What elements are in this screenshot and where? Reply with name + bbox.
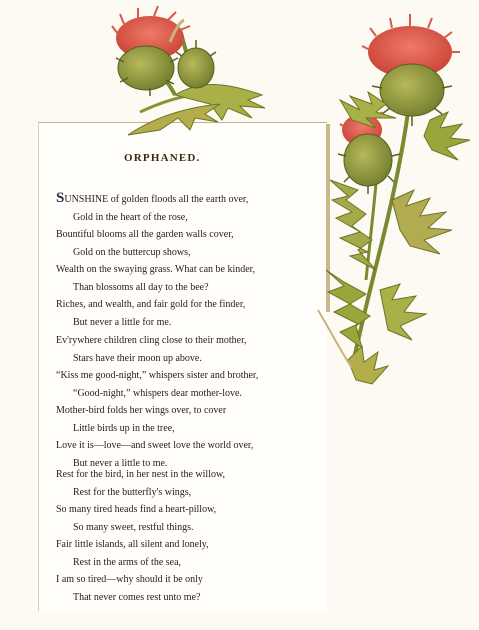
- poem-line: Love it is—love—and sweet love the world over,: [56, 440, 254, 451]
- poem-line: Rest for the butterfly's wings,: [73, 486, 192, 498]
- poem-line: “Kiss me good-night,” whispers sister and brother,: [56, 370, 259, 381]
- panel-shadow: [326, 124, 330, 312]
- poem-line: But never a little to me.: [73, 457, 168, 469]
- poem-line: Wealth on the swaying grass. What can be kinder,: [56, 264, 256, 275]
- poem-line: I am so tired—why should it be only: [56, 574, 203, 585]
- poem-line: Rest in the arms of the sea,: [73, 556, 182, 568]
- drop-cap: S: [56, 190, 65, 206]
- poem-line-text: UNSHINE of golden floods all the earth over,: [64, 194, 249, 205]
- stanza-2: [56, 332, 258, 472]
- poem-line: Stars have their moon up above.: [73, 352, 202, 364]
- stanza-3: [56, 466, 225, 606]
- poem-line: That never comes rest unto me?: [73, 591, 201, 603]
- poem-line: Fair little islands, all silent and lonely,: [56, 539, 209, 550]
- poem-line: Than blossoms all day to the bee?: [73, 281, 209, 293]
- poem-line: “Good-night,” whispers dear mother-love.: [73, 387, 242, 399]
- poem-line: So many tired heads find a heart-pillow,: [56, 504, 217, 515]
- poem-line: Gold in the heart of the rose,: [73, 211, 188, 223]
- poem-line: Little birds up in the tree,: [73, 422, 175, 434]
- poem-line: Bountiful blooms all the garden walls cover,: [56, 229, 234, 240]
- poem-line: Mother-bird folds her wings over, to cover: [56, 405, 227, 416]
- poem-line: Gold on the buttercup shows,: [73, 246, 191, 258]
- poem-line: Riches, and wealth, and fair gold for the finder,: [56, 299, 246, 310]
- thistle-right: [318, 14, 470, 384]
- poem-line: So many sweet, restful things.: [73, 521, 194, 533]
- poem-line: Rest for the bird, in her nest in the willow,: [56, 469, 226, 480]
- stanza-1: [56, 190, 255, 331]
- thistle-top-left: [112, 6, 265, 135]
- poem-line: [56, 190, 255, 209]
- poem-line: Ev'rywhere children cling close to their mother,: [56, 335, 247, 346]
- poem-title: ORPHANED.: [124, 152, 201, 164]
- poem-line: But never a little for me.: [73, 316, 172, 328]
